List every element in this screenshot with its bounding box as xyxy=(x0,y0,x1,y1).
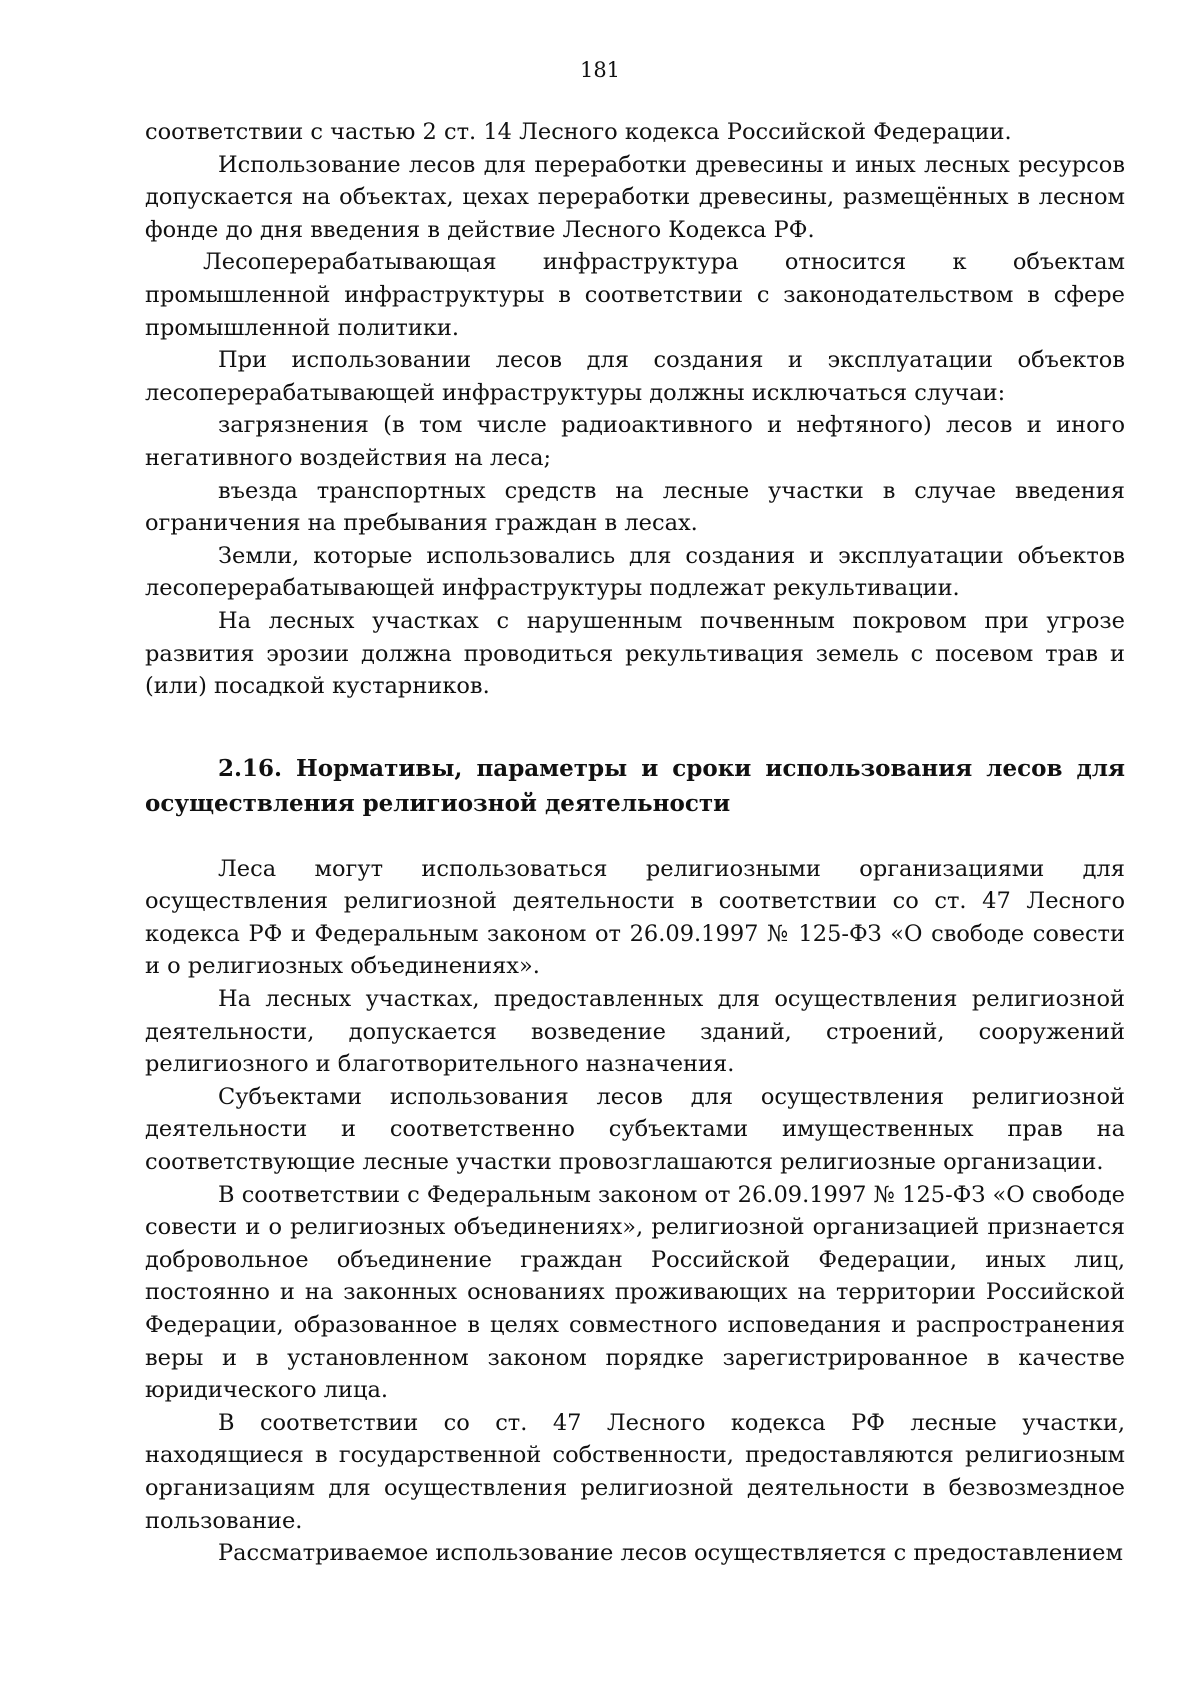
paragraph: В соответствии с Федеральным законом от 26.09.1997 № 125-ФЗ «О свободе совести и о религиозных объединениях», религиозной организацией признается добровольное объединение граждан Российской Федерации, иных лиц, постоянно и на законных основаниях проживающих на территории Российской Федерации, образованное в целях совместного исповедания и распространения веры и в установленном законом порядке зарегистрированное в качестве юридического лица. xyxy=(145,1181,1125,1404)
list-item: въезда транспортных средств на лесные участки в случае введения ограничения на пребывания граждан в лесах. xyxy=(145,477,1125,537)
paragraph: При использовании лесов для создания и эксплуатации объектов лесоперерабатывающей инфраструктуры должны исключаться случаи: xyxy=(145,347,1125,406)
page-number: 181 xyxy=(579,58,621,82)
paragraph: Леса могут использоваться религиозными организациями для осуществления религиозной деятельности в соответствии со ст. 47 Лесного кодекса РФ и Федеральным законом от 26.09.1997 № 125-ФЗ «О свободе совести и о религиозных объединениях». xyxy=(145,855,1125,980)
paragraph: На лесных участках, предоставленных для осуществления религиозной деятельности, допускается возведение зданий, строений, сооружений религиозного и благотворительного назначения. xyxy=(145,986,1125,1078)
paragraph: Лесоперерабатывающая инфраструктура относится к объектам промышленной инфраструктуры в соответствии с законодательством в сфере промышленной политики. xyxy=(145,249,1125,341)
paragraph: Земли, которые использовались для создания и эксплуатации объектов лесоперерабатывающей инфраструктуры подлежат рекультивации. xyxy=(145,542,1125,602)
document-body xyxy=(145,116,1125,1570)
section-heading-block xyxy=(145,751,1125,821)
paragraph: Рассматриваемое использование лесов осуществляется с предоставлением xyxy=(218,1540,1123,1567)
paragraph: В соответствии со ст. 47 Лесного кодекса РФ лесные участки, находящиеся в государственной собственности, предоставляются религиозным организациям для осуществления религиозной деятельности в безвозмездное пользование. xyxy=(145,1409,1125,1534)
paragraph: Субъектами использования лесов для осуществления религиозной деятельности и соответственно субъектами имущественных прав на соответствующие лесные участки провозглашаются религиозные организации. xyxy=(145,1083,1125,1176)
paragraph: соответствии с частью 2 ст. 14 Лесного кодекса Российской Федерации. xyxy=(145,119,1012,145)
section-heading: 2.16. Нормативы, параметры и сроки использования лесов для осуществления религиозной деятельности xyxy=(145,754,1125,817)
paragraph: На лесных участках с нарушенным почвенным покровом при угрозе развития эрозии должна проводиться рекультивация земель с посевом трав и (или) посадкой кустарников. xyxy=(145,607,1125,700)
paragraph: Использование лесов для переработки древесины и иных лесных ресурсов допускается на объектах, цехах переработки древесины, размещённых в лесном фонде до дня введения в действие Лесного Кодекса РФ. xyxy=(145,151,1125,243)
list-item: загрязнения (в том числе радиоактивного и нефтяного) лесов и иного негативного воздействия на леса; xyxy=(145,412,1125,471)
